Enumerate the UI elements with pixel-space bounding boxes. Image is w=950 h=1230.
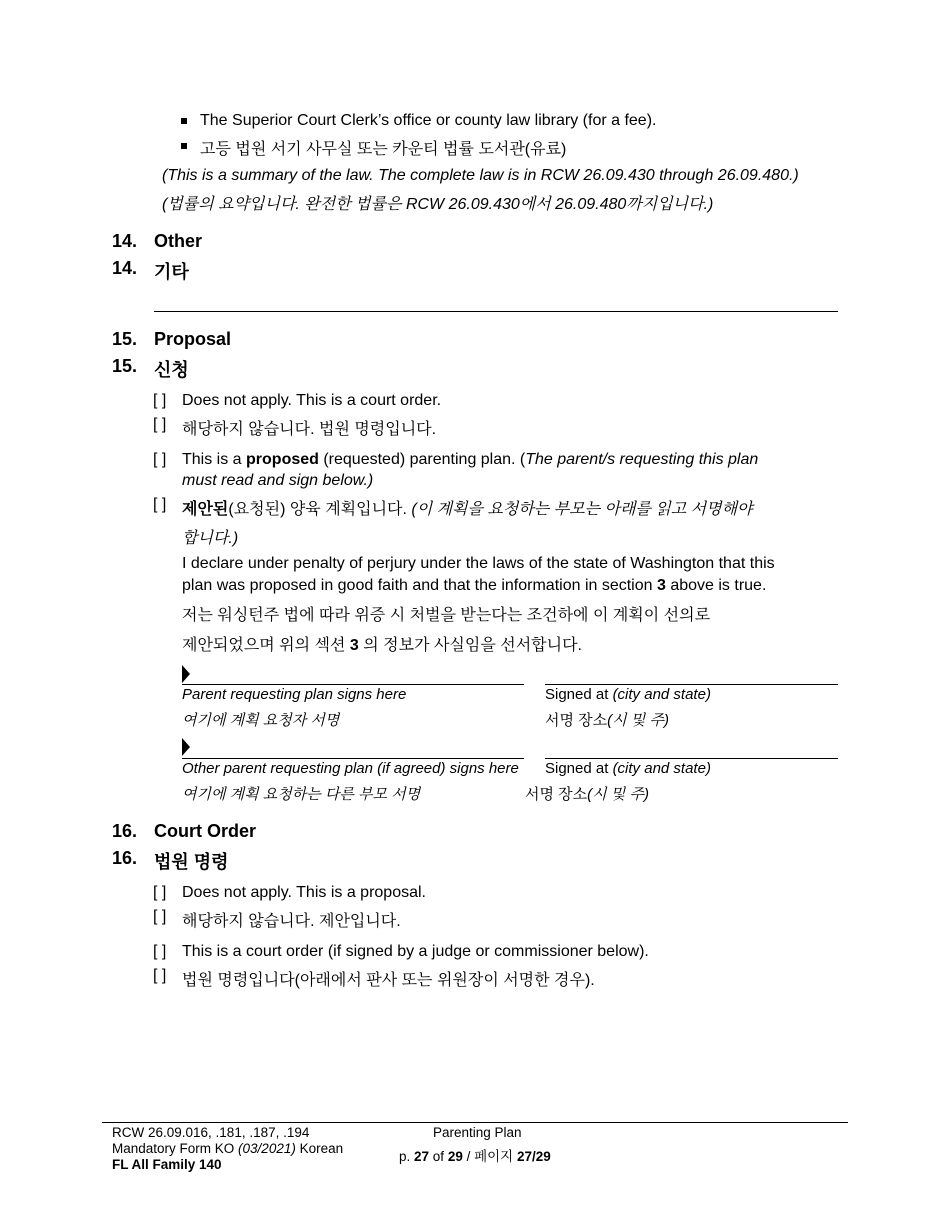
signed-at-label-ko [545,709,669,730]
page-a: p. [399,1149,415,1164]
bullet-text-ko: 고등 법원 서기 사무실 또는 카운티 법률 도서관(유료) [200,141,567,158]
footer-form [112,1141,343,1156]
signed-at-ko-a-2: 서명 장소 [525,786,588,803]
footer-form-a: Mandatory Form KO [112,1141,239,1156]
declaration-ko-line1: 저는 워싱턴주 법에 따라 위증 시 처벌을 받는다는 조건하에 이 계획이 선의로 [182,607,711,624]
option-proposed-plan-en [182,451,758,469]
proposed-text-a: This is a [182,451,247,468]
other-parent-signature-label-ko: 여기에 계획 요청하는 다른 부모 서명 [182,786,421,803]
page-total-ko: 29 [535,1149,551,1164]
checkbox-proposed-plan-ko[interactable]: [ ] [153,496,167,513]
section-14-number: 14. [112,231,138,251]
signed-at-ko-b-2: (시 및 주) [587,786,649,803]
section-15-title-ko: 신청 [154,360,189,380]
section-14-title-ko: 기타 [154,262,189,282]
signed-at-line-2[interactable] [545,758,838,759]
summary-ko: (법률의 요약입니다. 완전한 법률은 RCW 26.09.430에서 26.09.480까지입니다.) [162,196,714,213]
signed-at-b-2: (city and state) [612,760,711,777]
checkbox-does-not-apply[interactable]: [ ] [153,392,167,409]
section-14-number-ko: 14. [112,258,138,278]
section-15-title: Proposal [154,329,232,349]
declaration-en-2a: plan was proposed in good faith and that the information in section [182,577,657,594]
footer-form-date: (03/2021) [238,1141,296,1156]
signature-arrow-icon [182,738,190,756]
section-15-number: 15. [112,329,138,349]
declaration-ko-2a: 제안되었으며 위의 섹션 [182,637,350,654]
parent-signature-label-ko: 여기에 계획 요청자 서명 [182,712,340,729]
signed-at-a: Signed at [545,686,613,703]
checkbox-proposed-plan[interactable]: [ ] [153,451,167,468]
signature-arrow-icon [182,665,190,683]
signed-at-line[interactable] [545,684,838,685]
option-proposal-ko: 해당하지 않습니다. 제안입니다. [182,913,401,930]
proposed-text-instruction-2: must read and sign below.) [182,472,374,489]
section-14-title: Other [154,231,203,251]
signed-at-label-en [545,686,711,703]
page-total: 29 [447,1149,463,1164]
parent-signature-label-en: Parent requesting plan signs here [182,686,407,703]
other-parent-signature-line[interactable] [182,758,524,759]
checkbox-proposal-ko[interactable]: [ ] [153,908,167,925]
bullet-text-en: The Superior Court Clerk’s office or county law library (for a fee). [200,112,657,129]
section-16-title-ko: 법원 명령 [154,852,229,872]
option-does-not-apply-ko: 해당하지 않습니다. 법원 명령입니다. [182,421,437,438]
checkbox-court-order[interactable]: [ ] [153,943,167,960]
declaration-ko-2c: 의 정보가 사실임을 선서합니다. [358,637,582,654]
proposed-ko-instruction: (이 계획을 요청하는 부모는 아래를 읽고 서명해야 [411,501,753,518]
page-slash: / [532,1149,536,1164]
proposed-ko-b: (요청된) 양육 계획입니다. [228,501,412,518]
proposed-ko-bold: 제안된 [182,501,229,518]
option-court-order-ko: 법원 명령입니다(아래에서 판사 또는 위원장이 서명한 경우). [182,972,595,989]
footer-doc-title: Parenting Plan [433,1125,522,1140]
other-parent-signature-label-en: Other parent requesting plan (if agreed) signs here [182,760,519,777]
page-sep: / 페이지 [462,1149,517,1164]
proposed-text-bold: proposed [246,451,319,468]
declaration-en-2c: above is true. [665,577,767,594]
signed-at-ko-b: (시 및 주) [607,712,669,729]
declaration-en-line1: I declare under penalty of perjury under the laws of the state of Washington that this [182,555,775,572]
signed-at-label-ko-2 [525,783,649,804]
footer-rcw: RCW 26.09.016, .181, .187, .194 [112,1125,310,1140]
declaration-en-line2 [182,577,766,595]
page-num: 27 [414,1149,430,1164]
footer-divider [102,1122,848,1123]
footer-page-number [399,1145,551,1165]
section-16-number-ko: 16. [112,848,138,868]
checkbox-court-order-ko[interactable]: [ ] [153,967,167,984]
proposed-ko-instruction-2: 합니다.) [182,530,239,547]
footer-form-lang: Korean [295,1141,344,1156]
option-does-not-apply-en: Does not apply. This is a court order. [182,392,442,409]
signed-at-label-en-2 [545,760,711,777]
signed-at-a-2: Signed at [545,760,613,777]
option-proposed-plan-ko [182,496,753,519]
summary-en: (This is a summary of the law. The complete law is in RCW 26.09.430 through 26.09.480.) [162,167,799,184]
declaration-ko-section: 3 [349,637,359,654]
checkbox-does-not-apply-ko[interactable]: [ ] [153,416,167,433]
signed-at-ko-a: 서명 장소 [545,712,608,729]
other-text-line[interactable] [154,311,838,312]
declaration-en-section: 3 [656,577,666,594]
checkbox-proposal[interactable]: [ ] [153,884,167,901]
bullet-marker [181,118,187,124]
proposed-text-c: (requested) parenting plan. ( [318,451,526,468]
option-proposal-en: Does not apply. This is a proposal. [182,884,426,901]
parent-signature-line[interactable] [182,684,524,685]
option-court-order-en: This is a court order (if signed by a judge or commissioner below). [182,943,649,960]
declaration-ko-line2 [182,632,582,655]
section-16-number: 16. [112,821,138,841]
section-15-number-ko: 15. [112,356,138,376]
bullet-marker [181,143,187,149]
footer-form-id: FL All Family 140 [112,1157,222,1172]
signed-at-b: (city and state) [612,686,711,703]
section-16-title: Court Order [154,821,257,841]
proposed-text-instruction: The parent/s requesting this plan [525,451,759,468]
page-num-ko: 27 [516,1149,533,1164]
page-of: of [429,1149,448,1164]
